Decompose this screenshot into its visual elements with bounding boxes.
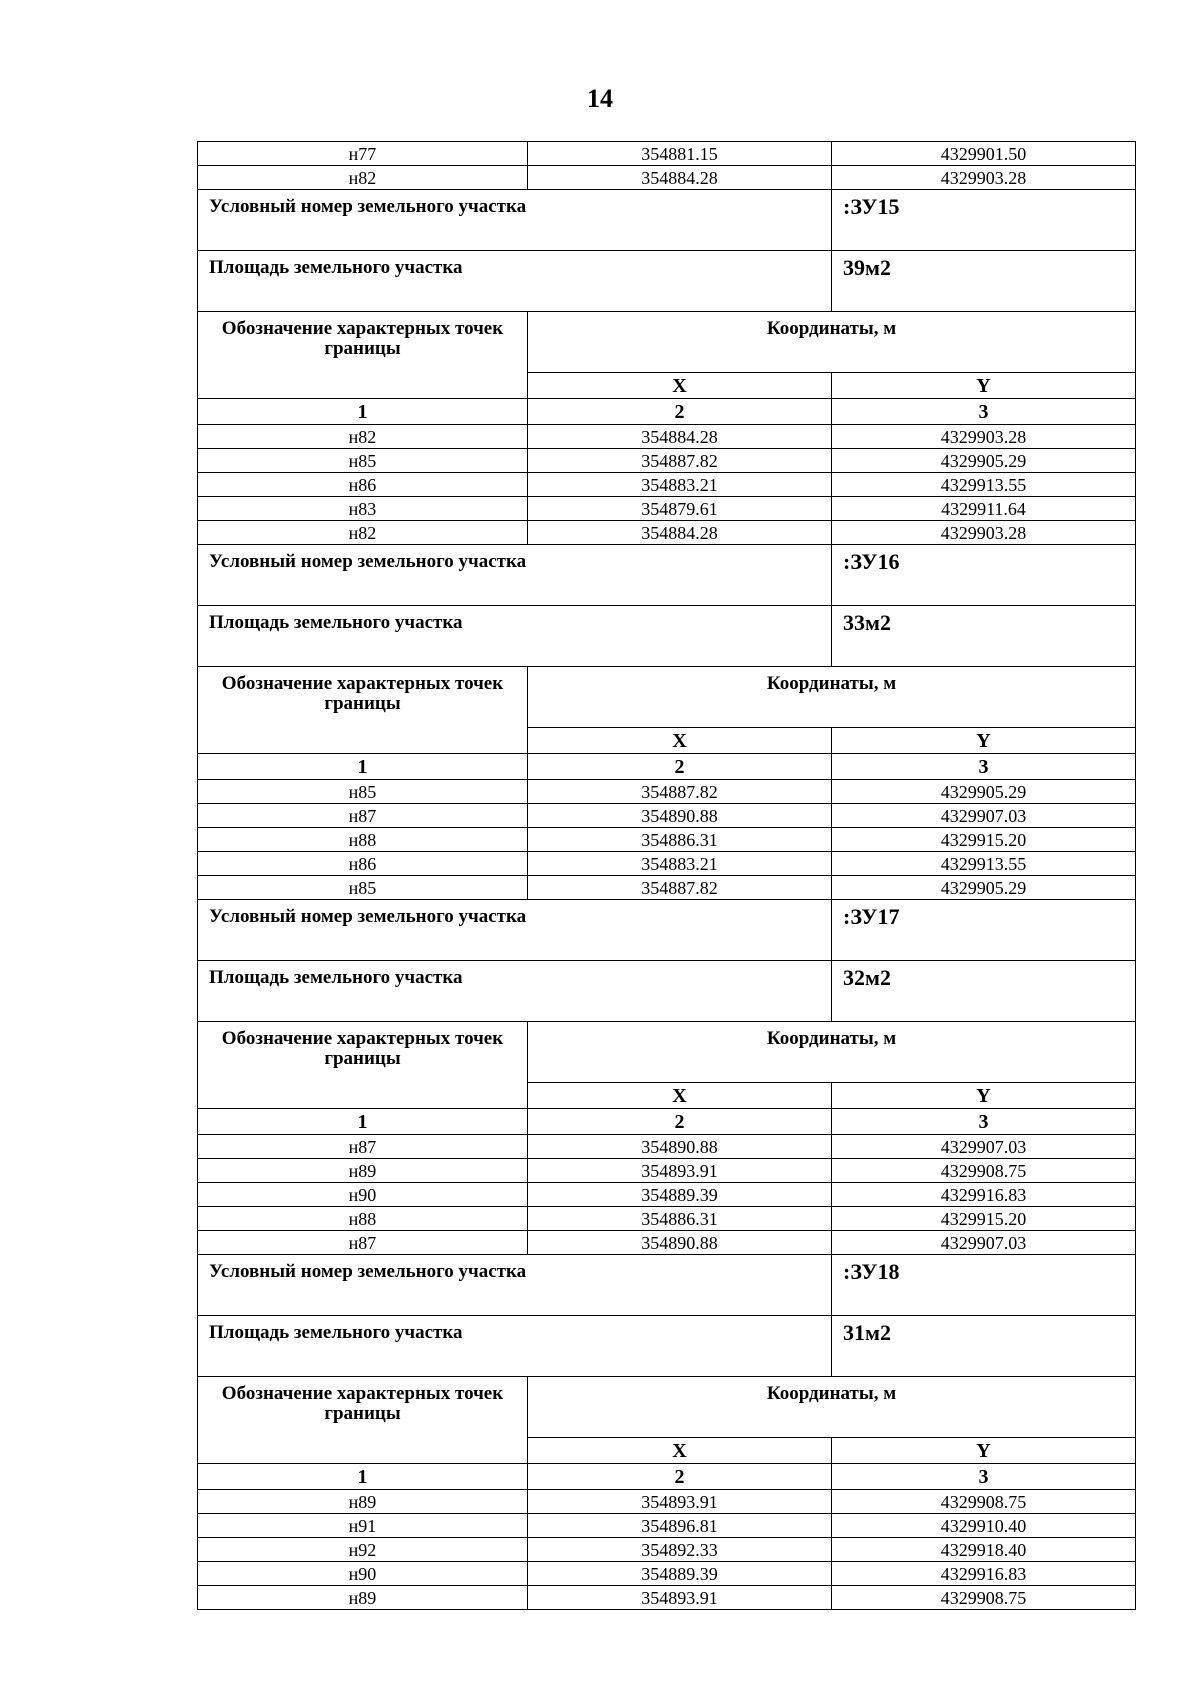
point-label-cell: н77: [198, 142, 528, 166]
x-column-header: X: [528, 1438, 832, 1464]
x-column-header: X: [528, 1083, 832, 1109]
parcel-area-label: Площадь земельного участка: [198, 251, 832, 312]
coordinate-row: [198, 804, 1136, 828]
y-coordinate-cell: 4329915.20: [832, 1207, 1136, 1231]
y-coordinate-cell: 4329903.28: [832, 521, 1136, 545]
column-number-row: [198, 754, 1136, 780]
x-coordinate-cell: 354887.82: [528, 449, 832, 473]
coordinate-row: [198, 876, 1136, 900]
y-coordinate-cell: 4329905.29: [832, 876, 1136, 900]
x-coordinate-cell: 354890.88: [528, 1231, 832, 1255]
x-coordinate-cell: 354896.81: [528, 1514, 832, 1538]
coordinate-row: [198, 1490, 1136, 1514]
parcel-number-label: Условный номер земельного участка: [198, 190, 832, 251]
coordinate-row: [198, 1159, 1136, 1183]
coordinate-row: [198, 166, 1136, 190]
y-coordinate-cell: 4329911.64: [832, 497, 1136, 521]
y-column-header: Y: [832, 1083, 1136, 1109]
y-coordinate-cell: 4329910.40: [832, 1514, 1136, 1538]
point-label-cell: н91: [198, 1514, 528, 1538]
column-number-1: 1: [198, 1464, 528, 1490]
coordinate-row: [198, 521, 1136, 545]
parcel-number-row: [198, 1255, 1136, 1316]
x-coordinate-cell: 354884.28: [528, 521, 832, 545]
points-column-header: Обозначение характерных точек границы: [198, 1022, 528, 1109]
y-column-header: Y: [832, 1438, 1136, 1464]
parcel-number-row: [198, 190, 1136, 251]
coordinates-header: Координаты, м: [528, 312, 1136, 373]
coordinates-header: Координаты, м: [528, 1022, 1136, 1083]
page-number: 14: [587, 84, 613, 113]
coordinates-header: Координаты, м: [528, 667, 1136, 728]
point-label-cell: н85: [198, 780, 528, 804]
coordinate-row: [198, 142, 1136, 166]
parcel-area-label: Площадь земельного участка: [198, 961, 832, 1022]
coordinate-row: [198, 1207, 1136, 1231]
x-coordinate-cell: 354890.88: [528, 1135, 832, 1159]
parcel-area-row: [198, 606, 1136, 667]
coordinate-row: [198, 1586, 1136, 1610]
x-coordinate-cell: 354883.21: [528, 852, 832, 876]
column-number-2: 2: [528, 399, 832, 425]
parcel-number-value: :ЗУ15: [832, 190, 1136, 251]
column-number-row: [198, 1109, 1136, 1135]
parcel-area-label: Площадь земельного участка: [198, 606, 832, 667]
y-coordinate-cell: 4329905.29: [832, 780, 1136, 804]
point-label-cell: н89: [198, 1159, 528, 1183]
point-label-cell: н89: [198, 1586, 528, 1610]
column-number-3: 3: [832, 399, 1136, 425]
coordinate-row: [198, 1514, 1136, 1538]
y-coordinate-cell: 4329913.55: [832, 852, 1136, 876]
x-coordinate-cell: 354881.15: [528, 142, 832, 166]
coordinate-row: [198, 1538, 1136, 1562]
y-coordinate-cell: 4329916.83: [832, 1562, 1136, 1586]
column-number-1: 1: [198, 1109, 528, 1135]
column-number-row: [198, 399, 1136, 425]
point-label-cell: н90: [198, 1562, 528, 1586]
point-label-cell: н86: [198, 852, 528, 876]
parcel-number-row: [198, 545, 1136, 606]
coordinate-row: [198, 780, 1136, 804]
coordinate-row: [198, 852, 1136, 876]
points-column-header: Обозначение характерных точек границы: [198, 312, 528, 399]
y-coordinate-cell: 4329908.75: [832, 1159, 1136, 1183]
parcel-area-value: 33м2: [832, 606, 1136, 667]
point-label-cell: н85: [198, 876, 528, 900]
survey-table-body: [198, 142, 1136, 1610]
y-coordinate-cell: 4329915.20: [832, 828, 1136, 852]
x-coordinate-cell: 354879.61: [528, 497, 832, 521]
x-coordinate-cell: 354889.39: [528, 1183, 832, 1207]
y-coordinate-cell: 4329903.28: [832, 425, 1136, 449]
column-number-row: [198, 1464, 1136, 1490]
point-label-cell: н90: [198, 1183, 528, 1207]
point-label-cell: н82: [198, 521, 528, 545]
x-coordinate-cell: 354886.31: [528, 828, 832, 852]
coordinate-row: [198, 828, 1136, 852]
parcel-area-label: Площадь земельного участка: [198, 1316, 832, 1377]
coordinates-header-row: [198, 312, 1136, 373]
coordinate-row: [198, 497, 1136, 521]
column-number-1: 1: [198, 399, 528, 425]
y-coordinate-cell: 4329916.83: [832, 1183, 1136, 1207]
column-number-2: 2: [528, 1109, 832, 1135]
x-coordinate-cell: 354886.31: [528, 1207, 832, 1231]
y-coordinate-cell: 4329907.03: [832, 1231, 1136, 1255]
point-label-cell: н87: [198, 804, 528, 828]
column-number-2: 2: [528, 1464, 832, 1490]
points-column-header: Обозначение характерных точек границы: [198, 667, 528, 754]
x-column-header: X: [528, 728, 832, 754]
x-column-header: X: [528, 373, 832, 399]
x-coordinate-cell: 354887.82: [528, 876, 832, 900]
parcel-area-row: [198, 961, 1136, 1022]
x-coordinate-cell: 354890.88: [528, 804, 832, 828]
coordinate-row: [198, 449, 1136, 473]
parcel-number-row: [198, 900, 1136, 961]
y-column-header: Y: [832, 728, 1136, 754]
column-number-3: 3: [832, 1109, 1136, 1135]
coordinates-header-row: [198, 667, 1136, 728]
point-label-cell: н87: [198, 1135, 528, 1159]
x-coordinate-cell: 354884.28: [528, 166, 832, 190]
coordinates-header: Координаты, м: [528, 1377, 1136, 1438]
coordinate-row: [198, 473, 1136, 497]
parcel-number-value: :ЗУ16: [832, 545, 1136, 606]
column-number-1: 1: [198, 754, 528, 780]
y-coordinate-cell: 4329903.28: [832, 166, 1136, 190]
parcel-area-row: [198, 251, 1136, 312]
y-coordinate-cell: 4329901.50: [832, 142, 1136, 166]
column-number-3: 3: [832, 754, 1136, 780]
parcel-number-value: :ЗУ18: [832, 1255, 1136, 1316]
coordinate-row: [198, 1231, 1136, 1255]
coordinate-row: [198, 1183, 1136, 1207]
parcel-number-value: :ЗУ17: [832, 900, 1136, 961]
point-label-cell: н82: [198, 166, 528, 190]
x-coordinate-cell: 354893.91: [528, 1586, 832, 1610]
column-number-3: 3: [832, 1464, 1136, 1490]
column-number-2: 2: [528, 754, 832, 780]
point-label-cell: н92: [198, 1538, 528, 1562]
point-label-cell: н87: [198, 1231, 528, 1255]
x-coordinate-cell: 354883.21: [528, 473, 832, 497]
point-label-cell: н86: [198, 473, 528, 497]
x-coordinate-cell: 354893.91: [528, 1159, 832, 1183]
y-coordinate-cell: 4329918.40: [832, 1538, 1136, 1562]
y-coordinate-cell: 4329908.75: [832, 1490, 1136, 1514]
y-coordinate-cell: 4329907.03: [832, 1135, 1136, 1159]
parcel-number-label: Условный номер земельного участка: [198, 1255, 832, 1316]
parcel-number-label: Условный номер земельного участка: [198, 900, 832, 961]
y-coordinate-cell: 4329913.55: [832, 473, 1136, 497]
coordinate-row: [198, 425, 1136, 449]
x-coordinate-cell: 354892.33: [528, 1538, 832, 1562]
y-coordinate-cell: 4329905.29: [832, 449, 1136, 473]
parcel-area-row: [198, 1316, 1136, 1377]
x-coordinate-cell: 354884.28: [528, 425, 832, 449]
x-coordinate-cell: 354893.91: [528, 1490, 832, 1514]
point-label-cell: н85: [198, 449, 528, 473]
x-coordinate-cell: 354887.82: [528, 780, 832, 804]
points-column-header: Обозначение характерных точек границы: [198, 1377, 528, 1464]
point-label-cell: н83: [198, 497, 528, 521]
y-coordinate-cell: 4329907.03: [832, 804, 1136, 828]
y-coordinate-cell: 4329908.75: [832, 1586, 1136, 1610]
point-label-cell: н88: [198, 1207, 528, 1231]
point-label-cell: н88: [198, 828, 528, 852]
parcel-area-value: 31м2: [832, 1316, 1136, 1377]
coordinate-row: [198, 1562, 1136, 1586]
coordinates-header-row: [198, 1022, 1136, 1083]
survey-table: [197, 141, 1136, 1610]
parcel-area-value: 32м2: [832, 961, 1136, 1022]
coordinate-row: [198, 1135, 1136, 1159]
parcel-area-value: 39м2: [832, 251, 1136, 312]
parcel-number-label: Условный номер земельного участка: [198, 545, 832, 606]
y-column-header: Y: [832, 373, 1136, 399]
point-label-cell: н89: [198, 1490, 528, 1514]
point-label-cell: н82: [198, 425, 528, 449]
coordinates-header-row: [198, 1377, 1136, 1438]
x-coordinate-cell: 354889.39: [528, 1562, 832, 1586]
